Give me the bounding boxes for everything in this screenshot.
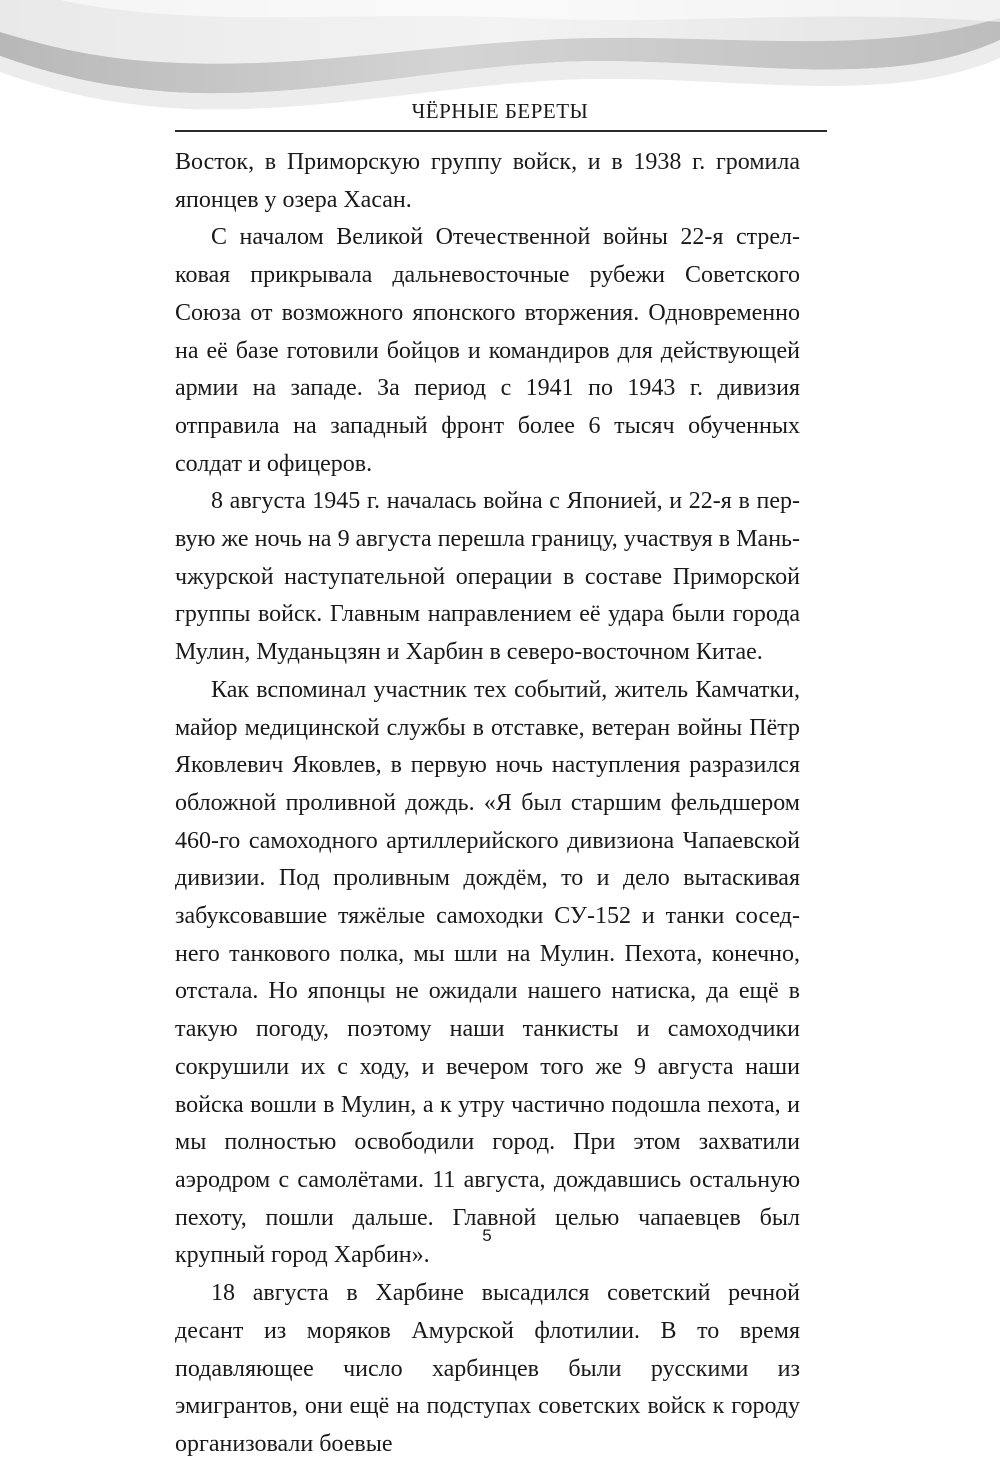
paragraph: Восток, в Приморскую группу войск, и в 1938 г. громила японцев у озера Хасан. <box>175 149 800 213</box>
paragraph: Как вспоминал участник тех событий, житель Камчатки, майор медицинской службы в отставке, ветеран войны Пётр Яковлевич Яковлев, в первую ночь наступления разразился обложной проливной дождь. «Я был старшим фельдшером 460-го самоходного артиллерийского дивизиона Чапаевской дивизии. Под проливным дождём, то и дело вытаскивая забуксовавшие тяжёлые самоходки СУ-152 и танки соседнего танкового полка, мы шли на Мулин. Пехота, конечно, отстала. Но японцы не ожидали нашего натиска, да ещё в такую погоду, поэтому наши танкисты и самоходчики сокрушили их с ходу, и вечером того же 9 августа наши войска вошли в Мулин, а к утру частично подошла пехота, и мы полностью освободили город. При этом захватили аэродром с самолётами. 11 августа, дождавшись остальную пехоту, пошли дальше. Главной целью чапаевцев был крупный город Харбин». <box>175 676 800 1269</box>
running-head-title: ЧЁРНЫЕ БЕРЕТЫ <box>411 99 589 123</box>
paragraph: 8 августа 1945 г. началась война с Японией, и 22-я в первую же ночь на 9 августа перешла границу, участвуя в Маньчжурской наступательной операции в составе Приморской группы войск. Главным направлением её удара были города Мулин, Муданьцзян и Харбин в северо-восточном Китае. <box>175 488 800 666</box>
page-number: 5 <box>482 1226 492 1245</box>
paragraph: С началом Великой Отечественной войны 22-я стрелковая прикрывала дальневосточные рубежи Советского Союза от возможного японского вторжения. Одновременно на её базе готовили бойцов и командиров для действующей армии на западе. За период с 1941 по 1943 г. дивизия отправила на западный фронт более 6 тысяч обученных солдат и офицеров. <box>175 224 800 477</box>
body-text <box>175 144 800 1464</box>
header-rule <box>175 130 827 132</box>
paragraph: 18 августа в Харбине высадился советский речной десант из моряков Амурской флотилии. В то время подавляющее число харбинцев были русскими из эмигрантов, они ещё на подступах советских войск к городу организовали боевые <box>175 1280 800 1457</box>
